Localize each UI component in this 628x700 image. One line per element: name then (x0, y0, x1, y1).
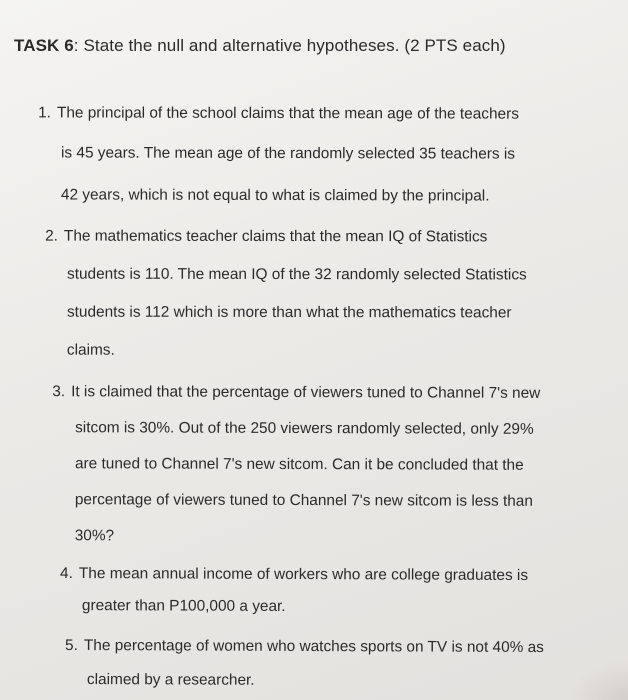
task-heading (14, 36, 506, 56)
question-4-text-1: The mean annual income of workers who are college graduates is (78, 565, 529, 585)
question-4-line-1 (60, 558, 528, 592)
question-5-line-2: claimed by a researcher. (86, 671, 255, 689)
question-5-number: 5. (65, 636, 78, 655)
page-corner-shadow (568, 660, 628, 700)
task-instruction: : State the null and alternative hypotheses. (2 PTS each) (73, 36, 506, 55)
question-4-number: 4. (60, 564, 73, 583)
question-3-text-1: It is claimed that the percentage of viewers tuned to Channel 7's new (71, 383, 541, 402)
question-3-line-4: percentage of viewers tuned to Channel 7's new sitcom is less than (74, 491, 533, 510)
question-2-line-1 (45, 218, 527, 257)
question-3 (52, 374, 541, 556)
question-2-text-1: The mathematics teacher claims that the mean IQ of Statistics (63, 227, 488, 246)
question-3-number: 3. (52, 383, 66, 401)
question-5 (65, 629, 544, 699)
question-4 (60, 558, 528, 624)
question-1-text-1: The principal of the school claims that the mean age of the teachers (56, 104, 519, 123)
question-2 (45, 218, 527, 371)
task-label: TASK 6 (14, 36, 74, 55)
question-3-line-3: are tuned to Channel 7's new sitcom. Can it be concluded that the (74, 455, 524, 474)
question-2-line-2: students is 110. The mean IQ of the 32 randomly selected Statistics (67, 265, 527, 284)
question-3-line-2: sitcom is 30%. Out of the 250 viewers randomly selected, only 29% (75, 419, 534, 438)
question-1-line-3: 42 years, which is not equal to what is claimed by the principal. (60, 186, 490, 205)
question-5-text-1: The percentage of women who watches sports on TV is not 40% as (83, 637, 544, 657)
question-1-line-1 (38, 94, 519, 133)
question-4-line-2: greater than P100,000 a year. (81, 597, 286, 615)
question-1-line-2: is 45 years. The mean age of the randomly selected 35 teachers is (60, 144, 516, 163)
question-1 (38, 94, 519, 217)
question-3-line-1 (52, 374, 540, 412)
question-3-line-5: 30%? (74, 527, 115, 545)
question-2-line-4: claims. (66, 341, 115, 359)
question-1-number: 1. (38, 104, 51, 122)
question-2-line-3: students is 112 which is more than what the mathematics teacher (66, 303, 512, 322)
question-2-number: 2. (45, 227, 58, 245)
question-5-line-1 (65, 629, 544, 665)
